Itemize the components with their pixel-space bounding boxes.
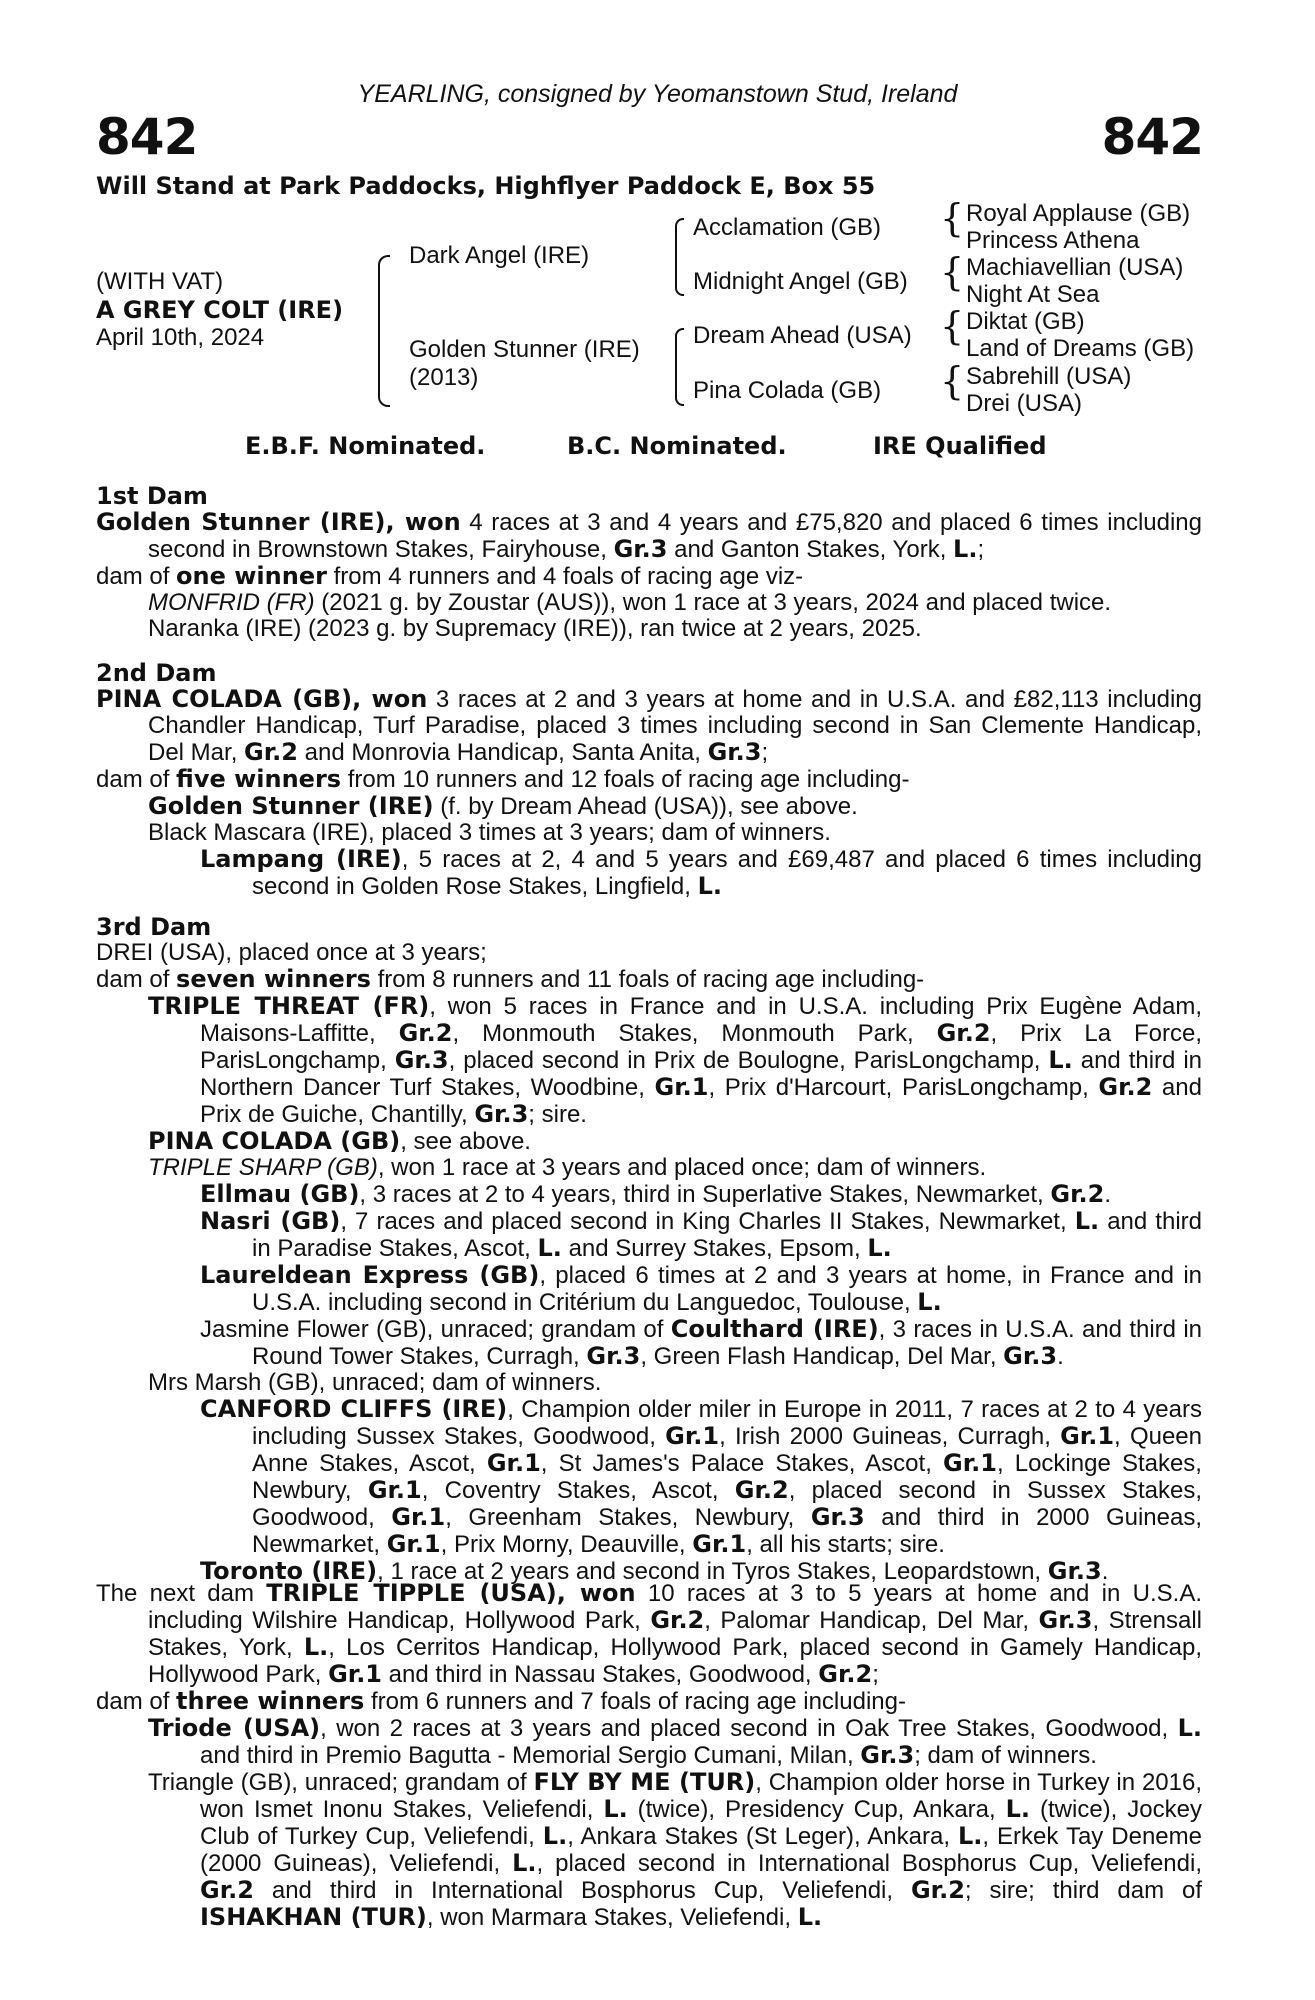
dam: Golden Stunner (IRE) bbox=[409, 336, 640, 363]
text: , Prix d'Harcourt, ParisLongchamp, bbox=[708, 1074, 1099, 1101]
lot-number-right: 842 bbox=[1101, 108, 1203, 166]
section-heading: 2nd Dam bbox=[96, 659, 217, 687]
progeny-line bbox=[96, 1715, 1202, 1769]
progeny-line: Mrs Marsh (GB), unraced; dam of winners. bbox=[148, 1369, 602, 1396]
text: , Erkek Tay Deneme (2000 Guineas), Veliefendi, bbox=[200, 1823, 1202, 1877]
text: and Monrovia Handicap, Santa Anita, bbox=[297, 739, 708, 766]
sss: Royal Applause (GB) bbox=[966, 200, 1191, 227]
progeny-line bbox=[96, 993, 1202, 1128]
bc-nominated: B.C. Nominated. bbox=[567, 432, 787, 460]
grade: Gr.2 bbox=[936, 1019, 991, 1047]
text: and Ganton Stakes, York, bbox=[667, 536, 954, 563]
dam-name: PINA COLADA (GB), won bbox=[96, 685, 428, 713]
text: , won 2 races at 3 years and placed second in Oak Tree Stakes, Goodwood, bbox=[320, 1715, 1178, 1742]
brace-4: { bbox=[940, 359, 965, 403]
text: 4 races at 3 and 4 years and £75,820 and placed 6 times including second in Brownstown Stakes, Fairyhouse, bbox=[148, 509, 1202, 563]
progeny-line bbox=[96, 1262, 1202, 1316]
grade: L. bbox=[303, 1633, 329, 1661]
grade: L. bbox=[1048, 1046, 1073, 1074]
sire: Dark Angel (IRE) bbox=[409, 242, 590, 269]
text: , Greenham Stakes, Newbury, bbox=[445, 1504, 811, 1531]
ssd: Princess Athena bbox=[966, 227, 1140, 254]
text: (f. by Dream Ahead (USA)), see above. bbox=[433, 793, 858, 820]
grade: Gr.2 bbox=[818, 1660, 873, 1688]
progeny-name: ISHAKHAN (TUR) bbox=[200, 1903, 427, 1931]
text: from 10 runners and 12 foals of racing age including- bbox=[341, 766, 910, 793]
text: from 4 runners and 4 foals of racing age viz- bbox=[326, 563, 804, 590]
text: (twice), Jockey Club of Turkey Cup, Veliefendi, bbox=[200, 1796, 1202, 1850]
grade: L. bbox=[603, 1795, 628, 1823]
grade: L. bbox=[953, 535, 978, 563]
dam-name: TRIPLE TIPPLE (USA), won bbox=[266, 1579, 636, 1607]
progeny-line bbox=[96, 1128, 1202, 1155]
brace-2: { bbox=[940, 250, 965, 294]
stable-location: Will Stand at Park Paddocks, Highflyer Paddock E, Box 55 bbox=[96, 172, 876, 200]
text: , 5 races at 2, 4 and 5 years and £69,487 and placed 6 times including second in Golden Rose Stakes, Lingfield, bbox=[252, 846, 1203, 900]
grade: Gr.3 bbox=[613, 535, 668, 563]
dam-name: Golden Stunner (IRE), won bbox=[96, 508, 461, 536]
grade: Gr.2 bbox=[650, 1606, 705, 1634]
progeny-line bbox=[96, 1769, 1202, 1931]
text: , 3 races in U.S.A. and third in Round Tower Stakes, Curragh, bbox=[252, 1316, 1203, 1370]
dsd: Land of Dreams (GB) bbox=[966, 335, 1195, 362]
text: , Prix La Force, ParisLongchamp, bbox=[200, 1020, 1202, 1074]
grade: Gr.1 bbox=[328, 1660, 383, 1688]
text: Jasmine Flower (GB), unraced; grandam of bbox=[200, 1316, 671, 1343]
text: , Champion older horse in Turkey in 2016, won Ismet Inonu Stakes, Veliefendi, bbox=[200, 1769, 1202, 1823]
dam-brace bbox=[675, 328, 684, 406]
text: and third in Nassau Stakes, Goodwood, bbox=[382, 1661, 819, 1688]
dam-record bbox=[96, 1580, 1202, 1688]
grade: Gr.3 bbox=[1047, 1557, 1102, 1585]
sire-dam: Midnight Angel (GB) bbox=[693, 268, 908, 295]
text: (2021 g. by Zoustar (AUS)), won 1 race at 3 years, 2024 and placed twice. bbox=[314, 589, 1112, 616]
progeny-name: CANFORD CLIFFS (IRE) bbox=[200, 1395, 508, 1423]
text: , 1 race at 2 years and second in Tyros Stakes, Leopardstown, bbox=[377, 1558, 1048, 1585]
dss: Diktat (GB) bbox=[966, 308, 1085, 335]
grade: Gr.2 bbox=[200, 1876, 254, 1904]
text: from 6 runners and 7 foals of racing age including- bbox=[364, 1688, 906, 1715]
grade: Gr.3 bbox=[394, 1046, 449, 1074]
progeny-name: FLY BY ME (TUR) bbox=[533, 1768, 756, 1796]
progeny-line: Naranka (IRE) (2023 g. by Supremacy (IRE)), ran twice at 2 years, 2025. bbox=[148, 615, 922, 642]
dam-of-line bbox=[96, 1688, 1202, 1715]
text: 3 races at 2 and 3 years at home and in U.S.A. and £82,113 including Chandler Handicap, Turf Paradise, placed 3 times including second in San Clemente Handicap, Del Mar, bbox=[148, 686, 1203, 766]
grade: Gr.1 bbox=[386, 1530, 441, 1558]
text: ; bbox=[977, 536, 985, 563]
dam-sire: Dream Ahead (USA) bbox=[693, 322, 912, 349]
text: , Queen Anne Stakes, Ascot, bbox=[252, 1423, 1203, 1477]
foaling-date: April 10th, 2024 bbox=[96, 324, 265, 351]
text: . bbox=[1057, 1343, 1064, 1370]
winners-count: three winners bbox=[176, 1687, 365, 1715]
section-heading: 1st Dam bbox=[96, 482, 208, 510]
progeny-line: Black Mascara (IRE), placed 3 times at 3 years; dam of winners. bbox=[148, 819, 831, 846]
progeny-line bbox=[96, 1155, 1202, 1181]
progeny-line bbox=[96, 1316, 1202, 1370]
grade: L. bbox=[542, 1822, 568, 1850]
text: , 3 races at 2 to 4 years, third in Superlative Stakes, Newmarket, bbox=[359, 1181, 1051, 1208]
third-dam-section bbox=[96, 914, 1202, 1585]
progeny-name: PINA COLADA (GB) bbox=[148, 1127, 401, 1155]
first-dam-section bbox=[96, 483, 1202, 642]
progeny-line bbox=[96, 846, 1202, 900]
grade: Gr.2 bbox=[244, 738, 298, 766]
winners-count: five winners bbox=[176, 765, 342, 793]
text: . bbox=[1104, 1181, 1112, 1208]
text: from 8 runners and 11 foals of racing age including- bbox=[370, 966, 925, 993]
text: ; sire. bbox=[528, 1101, 587, 1128]
text: ; bbox=[872, 1661, 879, 1688]
text: dam of bbox=[96, 563, 177, 590]
grade: L. bbox=[1074, 1207, 1100, 1235]
grade: Gr.3 bbox=[586, 1342, 641, 1370]
grade: Gr.3 bbox=[810, 1503, 865, 1531]
text: and third in Premio Bagutta - Memorial Sergio Cumani, Milan, bbox=[200, 1742, 861, 1769]
progeny-line bbox=[96, 590, 1202, 616]
text: , won Marmara Stakes, Veliefendi, bbox=[426, 1904, 798, 1931]
progeny-name: Toronto (IRE) bbox=[200, 1557, 378, 1585]
grade: Gr.1 bbox=[692, 1530, 747, 1558]
dam-of-line bbox=[96, 563, 1202, 590]
progeny-name: Triode (USA) bbox=[148, 1714, 321, 1742]
text: , Prix Morny, Deauville, bbox=[440, 1531, 693, 1558]
grade: L. bbox=[512, 1849, 537, 1877]
grade: L. bbox=[1177, 1714, 1203, 1742]
grade: L. bbox=[957, 1822, 983, 1850]
grade: Gr.2 bbox=[1098, 1073, 1153, 1101]
text: , Champion older miler in Europe in 2011, 7 races at 2 to 4 years including Sussex Stakes, Goodwood, bbox=[252, 1396, 1202, 1450]
dam-record bbox=[96, 686, 1202, 766]
grade: Gr.2 bbox=[1050, 1180, 1105, 1208]
text: , Green Flash Handicap, Del Mar, bbox=[640, 1343, 1004, 1370]
text: , Strensall Stakes, York, bbox=[148, 1607, 1202, 1661]
text: (twice), Presidency Cup, Ankara, bbox=[627, 1796, 1006, 1823]
sire-brace bbox=[675, 218, 684, 296]
text: , Ankara Stakes (St Leger), Ankara, bbox=[567, 1823, 958, 1850]
dds: Sabrehill (USA) bbox=[966, 363, 1132, 390]
grade: Gr.1 bbox=[391, 1503, 446, 1531]
text: . bbox=[1101, 1558, 1109, 1585]
text: The next dam bbox=[96, 1580, 267, 1607]
text: , placed second in International Bosphorus Cup, Veliefendi, bbox=[536, 1850, 1202, 1877]
text: , St James's Palace Stakes, Ascot, bbox=[540, 1450, 943, 1477]
ebf-nominated: E.B.F. Nominated. bbox=[245, 432, 486, 460]
text: dam of bbox=[96, 1688, 177, 1715]
progeny-name: Golden Stunner (IRE) bbox=[148, 792, 434, 820]
grade: Gr.3 bbox=[474, 1100, 529, 1128]
vat-note: (WITH VAT) bbox=[96, 268, 224, 295]
horse-name: A GREY COLT (IRE) bbox=[96, 296, 344, 324]
progeny-name: MONFRID (FR) bbox=[148, 589, 315, 616]
section-heading: 3rd Dam bbox=[96, 913, 212, 941]
text: ; dam of winners. bbox=[914, 1742, 1097, 1769]
text: and third in 2000 Guineas, Newmarket, bbox=[252, 1504, 1203, 1558]
progeny-name: Coulthard (IRE) bbox=[670, 1315, 879, 1343]
text: and third in International Bosphorus Cup, Veliefendi, bbox=[253, 1877, 911, 1904]
grade: L. bbox=[1005, 1795, 1031, 1823]
pedigree-brace bbox=[378, 255, 390, 407]
sds: Machiavellian (USA) bbox=[966, 254, 1184, 281]
grade: L. bbox=[537, 1234, 562, 1262]
text: , Monmouth Stakes, Monmouth Park, bbox=[452, 1020, 937, 1047]
text: and third in Northern Dancer Turf Stakes, Woodbine, bbox=[200, 1047, 1202, 1101]
grade: Gr.1 bbox=[654, 1073, 709, 1101]
winners-count: one winner bbox=[176, 562, 327, 590]
progeny-name: TRIPLE SHARP (GB) bbox=[148, 1154, 378, 1181]
progeny-name: TRIPLE THREAT (FR) bbox=[148, 992, 430, 1020]
grade: Gr.2 bbox=[398, 1019, 453, 1047]
grade: Gr.1 bbox=[1060, 1422, 1115, 1450]
dam-year: (2013) bbox=[409, 364, 479, 391]
text: , Palomar Handicap, Del Mar, bbox=[704, 1607, 1039, 1634]
text: and Surrey Stakes, Epsom, bbox=[561, 1235, 868, 1262]
text: , all his starts; sire. bbox=[746, 1531, 945, 1558]
ire-qualified: IRE Qualified bbox=[873, 432, 1047, 460]
text: dam of bbox=[96, 966, 177, 993]
grade: Gr.1 bbox=[665, 1422, 720, 1450]
grade: L. bbox=[797, 1903, 823, 1931]
grade: L. bbox=[917, 1288, 942, 1316]
text: 10 races at 3 to 5 years at home and in U.S.A. including Wilshire Handicap, Hollywood Park, bbox=[148, 1580, 1202, 1634]
text: , placed second in Prix de Boulogne, ParisLongchamp, bbox=[448, 1047, 1049, 1074]
text: dam of bbox=[96, 766, 177, 793]
text: , Los Cerritos Handicap, Hollywood Park, placed second in Gamely Handicap, Hollywood Park, bbox=[148, 1634, 1202, 1688]
text: and Prix de Guiche, Chantilly, bbox=[200, 1074, 1202, 1128]
grade: Gr.1 bbox=[367, 1476, 422, 1504]
progeny-name: Nasri (GB) bbox=[200, 1207, 341, 1235]
grade: Gr.3 bbox=[860, 1741, 915, 1769]
text: , placed 6 times at 2 and 3 years at home, in France and in U.S.A. including second in Critérium du Languedoc, Toulouse, bbox=[252, 1262, 1203, 1316]
grade: Gr.3 bbox=[1038, 1606, 1093, 1634]
text: , Coventry Stakes, Ascot, bbox=[421, 1477, 735, 1504]
grade: Gr.3 bbox=[1003, 1342, 1058, 1370]
grade: Gr.2 bbox=[734, 1476, 789, 1504]
dam-record bbox=[96, 509, 1202, 563]
text: , Lockinge Stakes, Newbury, bbox=[252, 1450, 1202, 1504]
next-dam-section bbox=[96, 1580, 1202, 1931]
dam-of-line bbox=[96, 766, 1202, 793]
text: Triangle (GB), unraced; grandam of bbox=[148, 1769, 534, 1796]
sdd: Night At Sea bbox=[966, 281, 1100, 308]
lot-number-left: 842 bbox=[96, 108, 198, 166]
progeny-name: Laureldean Express (GB) bbox=[200, 1261, 540, 1289]
text: and third in Paradise Stakes, Ascot, bbox=[252, 1208, 1202, 1262]
text: , 7 races and placed second in King Charles II Stakes, Newmarket, bbox=[340, 1208, 1075, 1235]
text: ; bbox=[761, 739, 769, 766]
progeny-line bbox=[96, 1181, 1202, 1208]
catalogue-subtitle: YEARLING, consigned by Yeomanstown Stud, Ireland bbox=[357, 80, 958, 108]
dam-of-line bbox=[96, 966, 1202, 993]
progeny-name: Lampang (IRE) bbox=[200, 845, 402, 873]
grade: L. bbox=[867, 1234, 892, 1262]
text: , won 1 race at 3 years and placed once; dam of winners. bbox=[377, 1154, 987, 1181]
text: , placed second in Sussex Stakes, Goodwood, bbox=[252, 1477, 1202, 1531]
text: , see above. bbox=[400, 1128, 531, 1155]
grade: L. bbox=[697, 872, 723, 900]
grade: Gr.1 bbox=[486, 1449, 541, 1477]
winners-count: seven winners bbox=[176, 965, 371, 993]
progeny-line bbox=[96, 1396, 1202, 1558]
dam-record: DREI (USA), placed once at 3 years; bbox=[96, 939, 487, 966]
text: , won 5 races in France and in U.S.A. including Prix Eugène Adam, Maisons-Laffitte, bbox=[200, 993, 1203, 1047]
ddd: Drei (USA) bbox=[966, 390, 1083, 417]
brace-1: { bbox=[940, 196, 965, 240]
brace-3: { bbox=[940, 304, 965, 348]
grade: Gr.1 bbox=[943, 1449, 997, 1477]
grade: Gr.3 bbox=[707, 738, 762, 766]
progeny-line bbox=[96, 793, 1202, 820]
dam-dam: Pina Colada (GB) bbox=[693, 377, 882, 404]
progeny-line bbox=[96, 1208, 1202, 1262]
progeny-name: Ellmau (GB) bbox=[200, 1180, 360, 1208]
text: , Irish 2000 Guineas, Curragh, bbox=[719, 1423, 1061, 1450]
text: ; sire; third dam of bbox=[964, 1877, 1202, 1904]
sire-sire: Acclamation (GB) bbox=[693, 214, 882, 241]
grade: Gr.2 bbox=[910, 1876, 965, 1904]
second-dam-section bbox=[96, 660, 1202, 900]
